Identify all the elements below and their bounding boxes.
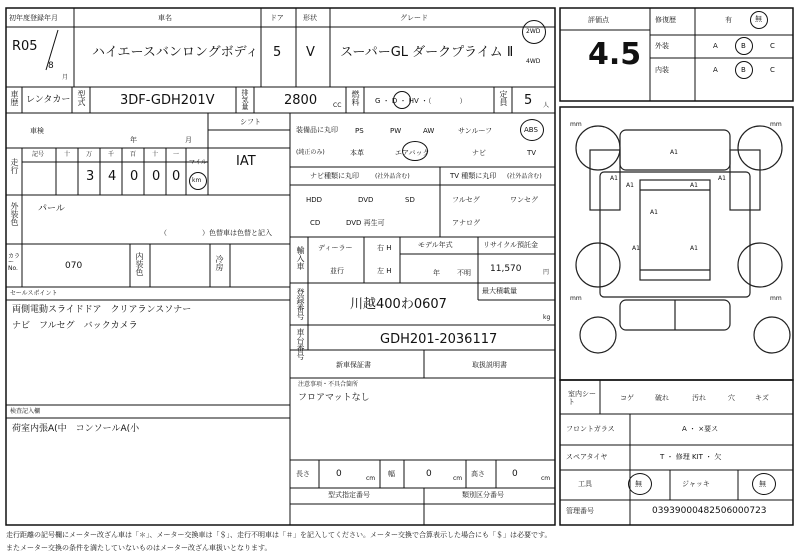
door-label: ドア xyxy=(270,14,284,22)
equip-tv: TV xyxy=(527,149,537,157)
model-year-label: モデル年式 xyxy=(418,241,453,249)
mileage-unit-2: 千 xyxy=(108,151,115,158)
spare-label: スペアタイヤ xyxy=(566,453,608,461)
repair-no: 無 xyxy=(755,15,762,23)
color-no-value: 070 xyxy=(65,261,83,271)
int-grade-b: B xyxy=(741,66,746,74)
car-name-label: 車名 xyxy=(158,14,172,22)
diagram-mark-8: A1 xyxy=(690,245,698,252)
diagram-mm-3: mm xyxy=(570,295,582,302)
ext-grade-b: B xyxy=(741,42,746,50)
notes-label: 注意事項・不具合箇所 xyxy=(298,381,359,388)
cc-unit: CC xyxy=(333,102,342,109)
capacity-label: 定員 xyxy=(499,90,508,106)
displacement-label: 排気量 xyxy=(241,89,249,110)
category-label: 類別区分番号 xyxy=(462,491,504,499)
diagram-mm-1: mm xyxy=(570,121,582,128)
shift-label: シフト xyxy=(240,118,261,126)
exterior-label: 外装 xyxy=(655,42,669,50)
usage-value: レンタカー xyxy=(26,95,71,105)
fuel-options: G ・ D ・ HV ・（ ） xyxy=(375,97,467,105)
repair-label: 修復歴 xyxy=(655,16,676,24)
recycle-value: 11,570 xyxy=(490,264,522,274)
height-cm: cm xyxy=(541,475,551,482)
diagram-mark-7: A1 xyxy=(632,245,640,252)
grade-value: スーパーGL ダークプライム Ⅱ xyxy=(340,45,514,60)
registration-value: 川越400わ0607 xyxy=(350,297,447,312)
notes-value: フロアマットなし xyxy=(298,393,370,403)
first-reg-label: 初年度登録年月 xyxy=(9,14,58,22)
width-value: 0 xyxy=(426,469,432,479)
sales-points-label: セールスポイント xyxy=(10,290,58,297)
cooler-label: 冷房 xyxy=(215,255,224,271)
registration-label: 登録番号 xyxy=(296,288,305,320)
inspector-value: 荷室内張A(中 コンソールA(小 xyxy=(12,424,140,434)
equip-aw: AW xyxy=(423,127,435,135)
management-value: 0393900048250600072​3 xyxy=(652,506,767,516)
max-load-label: 最大積載量 xyxy=(482,287,517,295)
displacement-value: 2800 xyxy=(284,93,318,108)
grade-label: グレード xyxy=(400,14,428,22)
import-label: 輸入車 xyxy=(296,246,305,270)
recycle-yen: 円 xyxy=(543,269,550,276)
fuel-label: 燃料 xyxy=(351,90,360,106)
chassis-value: GDH201-2036117 xyxy=(380,332,498,347)
equip-pw: PW xyxy=(390,127,402,135)
length-label: 長さ xyxy=(296,470,310,478)
first-reg-year: R05 xyxy=(12,39,38,54)
diagram-mark-6: A1 xyxy=(650,209,658,216)
import-left-h: 左 H xyxy=(377,267,392,275)
model-label: 型式 xyxy=(77,90,86,106)
capacity-unit: 人 xyxy=(543,102,550,109)
diagram-mm-4: mm xyxy=(770,295,782,302)
navi-cd: CD xyxy=(310,219,321,227)
score-label: 評価点 xyxy=(588,16,609,24)
interior-color-label: 内装色 xyxy=(135,252,144,276)
diagram-mm-2: mm xyxy=(770,121,782,128)
model-value: 3DF-GDH201V xyxy=(120,93,215,108)
warranty-new-car: 新車保証書 xyxy=(336,361,371,369)
mileage-km: km xyxy=(192,177,202,184)
navi-dvd: DVD xyxy=(358,196,374,204)
equip-abs: ABS xyxy=(524,126,538,134)
first-reg-month: 8 xyxy=(48,61,54,71)
jack-value: 無 xyxy=(759,480,766,488)
warranty-manual: 取扱説明書 xyxy=(472,361,507,369)
length-value: 0 xyxy=(336,469,342,479)
month-unit: 月 xyxy=(62,74,69,81)
height-label: 高さ xyxy=(471,470,485,478)
navi-sd: SD xyxy=(405,196,415,204)
tools-label: 工具 xyxy=(578,480,592,488)
score-value: 4.5 xyxy=(588,37,642,72)
equip-airbag: エアバック xyxy=(395,149,430,157)
width-label: 幅 xyxy=(388,470,395,478)
car-name: ハイエースバンロングボディ xyxy=(92,45,259,60)
recycle-label: リサイクル預託金 xyxy=(483,241,539,249)
seat-koge: コゲ xyxy=(620,394,634,402)
color-label: 外装色 xyxy=(10,202,19,226)
usage-label: 車歴 xyxy=(10,90,19,106)
model-year-unknown: 不明 xyxy=(457,269,471,277)
seat-kizu: キズ xyxy=(755,394,769,402)
color-no-label: カラーNo. xyxy=(8,253,21,272)
spare-value: T ・ 修理 KIT ・ 欠 xyxy=(660,453,722,461)
tv-sublabel: (社外品含む) xyxy=(507,173,542,180)
mileage-mile: マイル xyxy=(189,159,207,166)
equip-leather: 本革 xyxy=(350,149,364,157)
equip-sunroof: サンルーフ xyxy=(458,127,493,135)
chassis-label: 車台番号 xyxy=(296,328,305,360)
color-value: パール xyxy=(38,204,65,214)
glass-value: A ・ ×要ス xyxy=(682,425,719,433)
width-cm: cm xyxy=(453,475,463,482)
capacity-value: 5 xyxy=(524,93,533,108)
shape-value: V xyxy=(306,45,315,60)
fuel-circle xyxy=(393,91,411,109)
color-note: （ ）色替車は色替と記入 xyxy=(160,229,272,237)
seat-yogore: 汚れ xyxy=(692,394,706,402)
model-year-unit: 年 xyxy=(433,269,440,277)
interior-label: 内装 xyxy=(655,66,669,74)
seat-label: 室内シート xyxy=(568,390,596,407)
doors-value: 5 xyxy=(273,45,282,60)
tv-label: TV 種類に丸印 xyxy=(450,172,497,180)
repair-yes: 有 xyxy=(725,16,732,24)
import-dealer: ディーラー xyxy=(318,244,353,252)
mileage-digit-2: 4 xyxy=(108,169,117,184)
mileage-unit-0: 十 xyxy=(64,151,71,158)
ext-grade-a: A xyxy=(713,42,718,50)
seat-yabure: 破れ xyxy=(655,394,669,402)
diagram-mark-5: A1 xyxy=(690,182,698,189)
mileage-unit-1: 万 xyxy=(86,151,93,158)
max-load-kg: kg xyxy=(543,314,551,321)
diagram-mark-4: A1 xyxy=(626,182,634,189)
mileage-unit-5: 一 xyxy=(173,151,180,158)
mileage-unit-4: 十 xyxy=(152,151,159,158)
navi-label: ナビ種類に丸印 xyxy=(310,172,359,180)
equip-navi: ナビ xyxy=(472,149,486,157)
diagram-mark-2: A1 xyxy=(610,175,618,182)
mileage-digit-4: 0 xyxy=(152,169,161,184)
int-grade-c: C xyxy=(770,66,775,74)
equip-ps: PS xyxy=(355,127,364,135)
mileage-unit-3: 百 xyxy=(130,151,137,158)
length-cm: cm xyxy=(366,475,376,482)
glass-label: フロントガラス xyxy=(566,425,615,433)
diagram-mark-1: A1 xyxy=(670,149,678,156)
mileage-kigo: 記号 xyxy=(32,151,45,158)
height-value: 0 xyxy=(512,469,518,479)
inspection-month: 月 xyxy=(185,136,192,144)
tv-oneseg: ワンセグ xyxy=(510,196,538,204)
diagram-mark-3: A1 xyxy=(718,175,726,182)
jack-label: ジャッキ xyxy=(682,480,710,488)
shape-label: 形状 xyxy=(303,14,317,22)
int-grade-a: A xyxy=(713,66,718,74)
shift-value: IAT xyxy=(236,154,256,169)
navi-dvd-play: DVD 再生可 xyxy=(346,219,385,227)
drive-4wd: 4WD xyxy=(526,58,541,65)
mileage-label: 走行 xyxy=(10,158,19,174)
sales-points-line1: 両側電動スライドドア クリアランスソナー xyxy=(12,305,192,315)
navi-sublabel: (社外品含む) xyxy=(375,173,410,180)
mileage-digit-1: 3 xyxy=(86,169,95,184)
navi-hdd: HDD xyxy=(306,196,323,204)
inspector-label: 検査記入欄 xyxy=(10,408,41,415)
inspection-label: 車検 xyxy=(30,127,44,135)
drive-2wd: 2WD xyxy=(526,28,541,35)
tools-value: 無 xyxy=(635,480,642,488)
inspection-year: 年 xyxy=(130,136,137,144)
management-label: 管理番号 xyxy=(566,507,594,515)
tv-analog: アナログ xyxy=(452,219,480,227)
seat-ana: 穴 xyxy=(728,394,735,402)
mileage-digit-5: 0 xyxy=(172,169,181,184)
footer-line1: 走行距離の記号欄にメーター改ざん車は「＊」、メーター交換車は「＄」、走行不明車は「＃」を記入してください。メーター交換で合算表示した場合にも「＄」は必要です。 xyxy=(6,531,552,539)
footer-line2: またメーター交換の条件を満たしていないものはメーター改ざん車扱いとなります。 xyxy=(6,544,272,552)
import-right-h: 右 H xyxy=(377,244,392,252)
equipment-label: 装備品に丸印 xyxy=(296,126,338,134)
import-parallel: 並行 xyxy=(330,267,344,275)
equipment-sublabel: (純正のみ) xyxy=(296,149,325,156)
mileage-digit-3: 0 xyxy=(130,169,139,184)
ext-grade-c: C xyxy=(770,42,775,50)
car-diagram xyxy=(576,126,790,353)
tv-fullseg: フルセグ xyxy=(452,196,480,204)
type-designation-label: 型式指定番号 xyxy=(328,491,370,499)
sales-points-line2: ナビ フルセグ バックカメラ xyxy=(12,321,138,331)
